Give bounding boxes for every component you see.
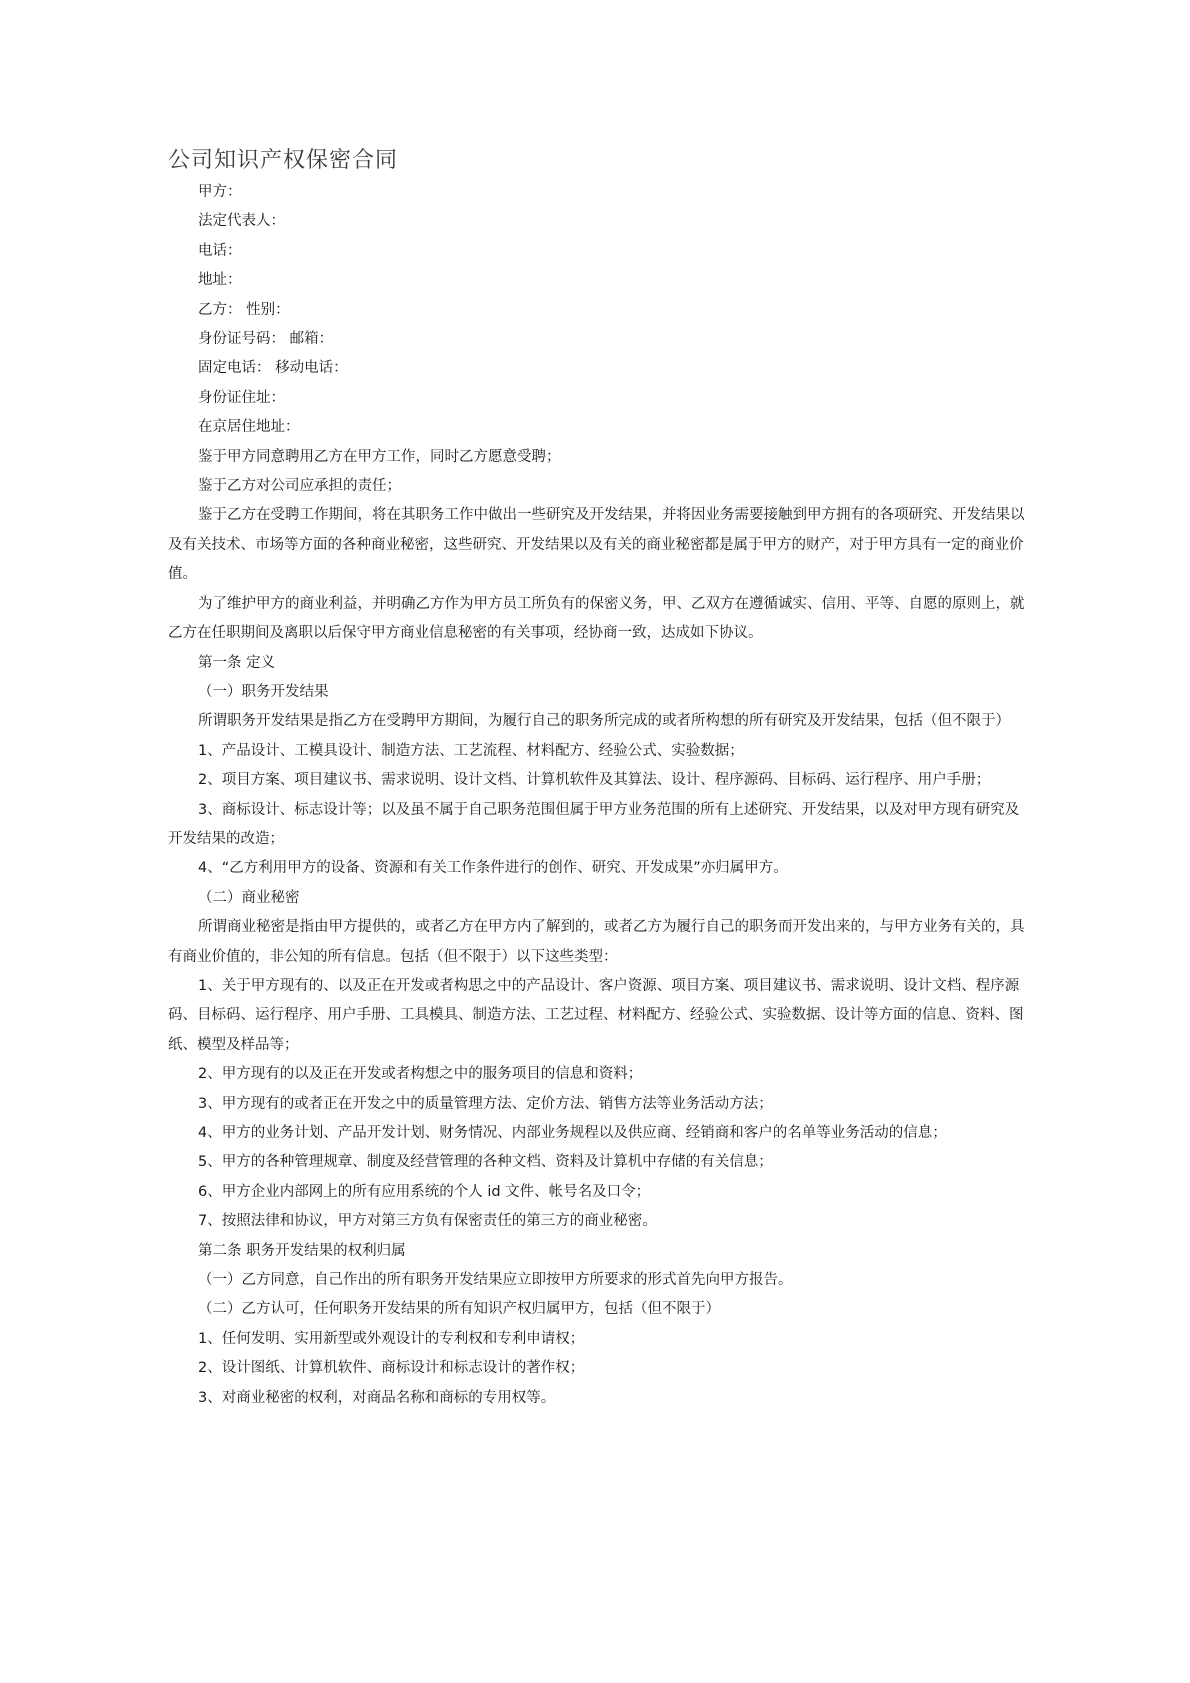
list-item: 1、产品设计、工模具设计、制造方法、工艺流程、材料配方、经验公式、实验数据； (198, 742, 744, 759)
field-legal-rep: 法定代表人： (198, 213, 285, 230)
list-item: 5、甲方的各种管理规章、制度及经营管理的各种文档、资料及计算机中存储的有关信息； (198, 1154, 773, 1171)
field-address: 地址： (198, 272, 242, 289)
field-phone: 电话： (198, 242, 242, 259)
section-heading: （二）商业秘密 (198, 889, 300, 906)
preamble (168, 443, 1030, 649)
article-1 (168, 649, 1030, 1237)
field-id-address: 身份证住址： (198, 389, 285, 406)
list-item: 1、任何发明、实用新型或外观设计的专利权和专利申请权； (198, 1330, 585, 1347)
list-item: 2、甲方现有的以及正在开发或者构想之中的服务项目的信息和资料； (198, 1066, 643, 1083)
list-item: 1、关于甲方现有的、以及正在开发或者构思之中的产品设计、客户资源、项目方案、项目建议书、需求说明、设计文档、程序源码、目标码、运行程序、用户手册、工具模具、制造方法、工艺过程、材料配方、经验公式、实验数据、设计等方面的信息、资料、图纸、模型及样品等； (168, 977, 1024, 1053)
list-item: 2、项目方案、项目建议书、需求说明、设计文档、计算机软件及其算法、设计、程序源码、目标码、运行程序、用户手册； (198, 772, 991, 789)
list-item: 3、对商业秘密的权利，对商品名称和商标的专用权等。 (198, 1389, 556, 1406)
field-id-email: 身份证号码： 邮箱： (198, 331, 334, 348)
list-item: 3、甲方现有的或者正在开发之中的质量管理方法、定价方法、销售方法等业务活动方法； (198, 1095, 773, 1112)
clause: （二）乙方认可，任何职务开发结果的所有知识产权归属甲方，包括（但不限于） (198, 1301, 720, 1318)
section-intro: 所谓职务开发结果是指乙方在受聘甲方期间，为履行自己的职务所完成的或者所构想的所有研究及开发结果，包括（但不限于） (198, 713, 1010, 730)
preamble-paragraph: 鉴于甲方同意聘用乙方在甲方工作，同时乙方愿意受聘； (198, 448, 561, 465)
article-2 (168, 1237, 1030, 1413)
field-beijing-address: 在京居住地址： (198, 419, 300, 436)
clause: （一）乙方同意，自己作出的所有职务开发结果应立即按甲方所要求的形式首先向甲方报告。 (198, 1272, 793, 1289)
field-party-a: 甲方： (198, 184, 242, 200)
document-page (168, 146, 1030, 1413)
list-item: 4、甲方的业务计划、产品开发计划、财务情况、内部业务规程以及供应商、经销商和客户的名单等业务活动的信息； (198, 1125, 947, 1141)
list-item: 2、设计图纸、计算机软件、商标设计和标志设计的著作权； (198, 1360, 585, 1377)
preamble-paragraph: 鉴于乙方对公司应承担的责任； (198, 478, 401, 495)
section-intro: 所谓商业秘密是指由甲方提供的，或者乙方在甲方内了解到的，或者乙方为履行自己的职务而开发出来的，与甲方业务有关的，具有商业价值的，非公知的所有信息。包括（但不限于）以下这些类型： (168, 919, 1025, 965)
preamble-paragraph: 鉴于乙方在受聘工作期间，将在其职务工作中做出一些研究及开发结果，并将因业务需要接触到甲方拥有的各项研究、开发结果以及有关技术、市场等方面的各种商业秘密，这些研究、开发结果以及有关的商业秘密都是属于甲方的财产，对于甲方具有一定的商业价值。 (168, 507, 1025, 583)
list-item: 4、“乙方利用甲方的设备、资源和有关工作条件进行的创作、研究、开发成果”亦归属甲方。 (198, 860, 788, 877)
list-item: 3、商标设计、标志设计等；以及虽不属于自己职务范围但属于甲方业务范围的所有上述研究、开发结果，以及对甲方现有研究及开发结果的改造； (168, 801, 1020, 847)
article-heading: 第一条 定义 (198, 654, 276, 671)
preamble-paragraph: 为了维护甲方的商业利益，并明确乙方作为甲方员工所负有的保密义务，甲、乙双方在遵循诚实、信用、平等、自愿的原则上，就乙方在任职期间及离职以后保守甲方商业信息秘密的有关事项，经协商一致，达成如下协议。 (168, 595, 1025, 642)
field-party-b-gender: 乙方： 性别： (198, 301, 290, 318)
list-item: 6、甲方企业内部网上的所有应用系统的个人 id 文件、帐号名及口令； (198, 1183, 651, 1200)
section-heading: （一）职务开发结果 (198, 683, 329, 700)
document-title: 公司知识产权保密合同 (168, 148, 399, 173)
list-item: 7、按照法律和协议，甲方对第三方负有保密责任的第三方的商业秘密。 (198, 1213, 657, 1230)
article-heading: 第二条 职务开发结果的权利归属 (198, 1242, 406, 1259)
header-fields (168, 178, 1030, 443)
field-landline-mobile: 固定电话： 移动电话： (198, 360, 348, 377)
